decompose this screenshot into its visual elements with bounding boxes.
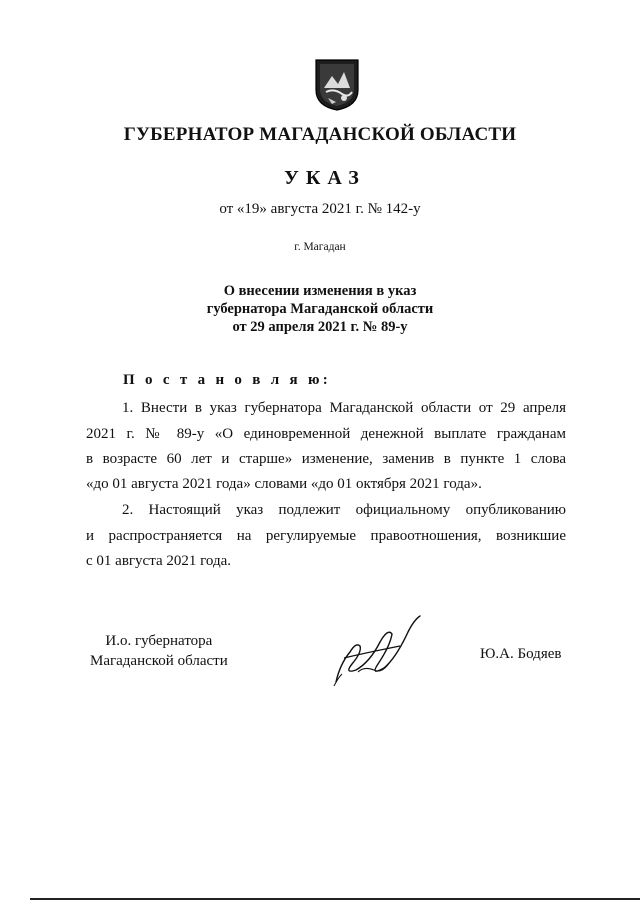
governor-title: ГУБЕРНАТОР МАГАДАНСКОЙ ОБЛАСТИ	[123, 124, 517, 145]
handwritten-signature-icon	[330, 612, 426, 692]
signatory-position	[90, 631, 228, 671]
body-line: и распространяется на регулируемые правоотношения, возникшие	[86, 528, 566, 544]
body-line: 1. Внести в указ губернатора Магаданской области от 29 апреля	[122, 400, 566, 416]
body-line: с 01 августа 2021 года.	[86, 553, 231, 569]
page-bottom-edge	[30, 898, 640, 900]
body-line: 2021 г. № 89-у «О единовременной денежной выплате гражданам	[86, 426, 566, 442]
subject-line: О внесении изменения в указ	[223, 283, 417, 299]
body-line: «до 01 августа 2021 года» словами «до 01 октября 2021 года».	[86, 476, 482, 492]
coat-of-arms-icon	[314, 58, 360, 112]
document-date-number: от «19» августа 2021 г. № 142-у	[219, 201, 421, 217]
document-type: УКАЗ	[284, 167, 366, 189]
decree-word: П о с т а н о в л я ю:	[123, 372, 332, 388]
body-line: в возрасте 60 лет и старше» изменение, заменив в пункте 1 слова	[86, 451, 566, 467]
subject-line: от 29 апреля 2021 г. № 89-у	[232, 319, 408, 335]
document-subject	[0, 282, 640, 336]
position-line: И.о. губернатора	[105, 633, 213, 649]
signatory-name: Ю.А. Бодяев	[480, 646, 562, 662]
body-line: 2. Настоящий указ подлежит официальному опубликованию	[122, 502, 566, 518]
subject-line: губернатора Магаданской области	[206, 301, 434, 317]
position-line: Магаданской области	[90, 653, 228, 669]
document-city: г. Магадан	[294, 241, 346, 253]
